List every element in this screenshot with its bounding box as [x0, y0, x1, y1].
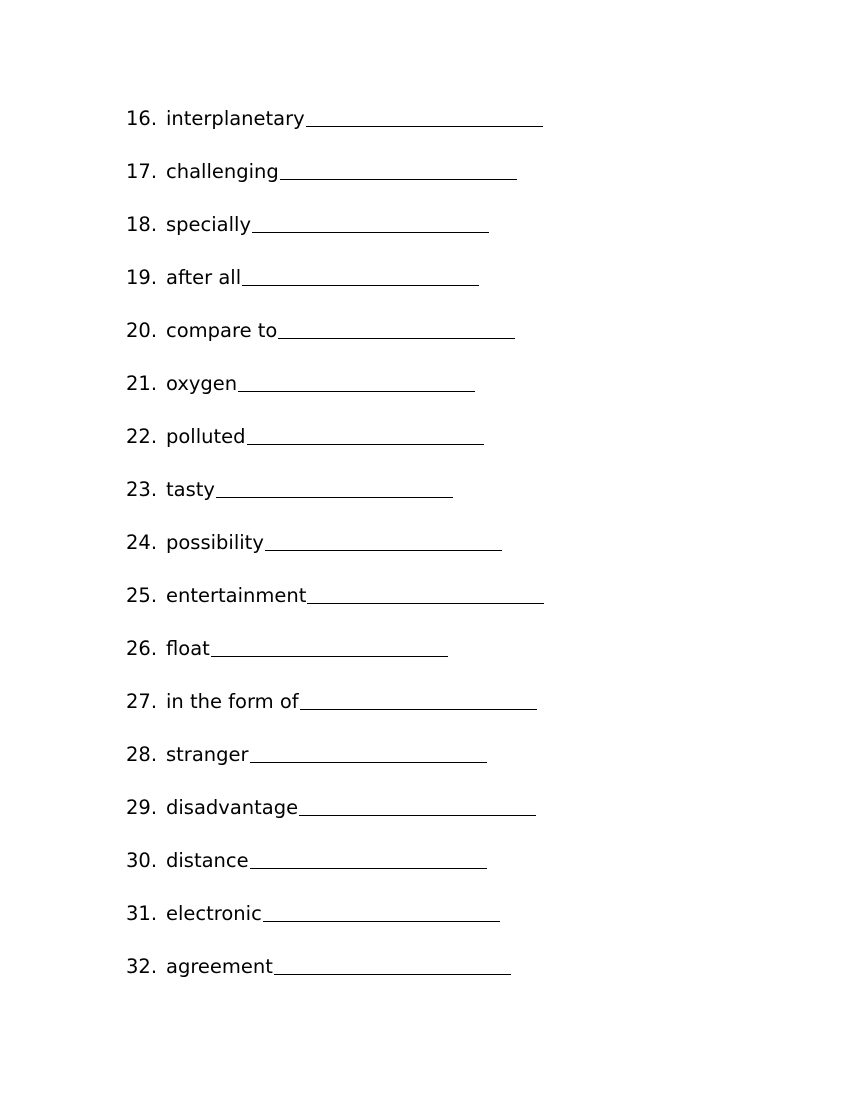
list-item [126, 687, 544, 740]
list-item [126, 475, 544, 528]
item-number: 22. [126, 425, 158, 448]
item-term: challenging [166, 160, 279, 183]
item-term: compare to [166, 319, 278, 342]
item-term: possibility [166, 531, 264, 554]
list-item [126, 528, 544, 581]
item-term: oxygen [166, 372, 238, 395]
item-number: 20. [126, 319, 158, 342]
item-term: agreement [166, 955, 273, 978]
item-term: specially [166, 213, 251, 236]
answer-blank[interactable] [263, 920, 500, 922]
answer-blank[interactable] [250, 761, 487, 763]
item-number: 27. [126, 690, 158, 713]
answer-blank[interactable] [252, 231, 489, 233]
item-number: 19. [126, 266, 158, 289]
list-item [126, 369, 544, 422]
item-term: tasty [166, 478, 215, 501]
item-number: 17. [126, 160, 158, 183]
item-number: 23. [126, 478, 158, 501]
item-number: 16. [126, 107, 158, 130]
item-number: 29. [126, 796, 158, 819]
answer-blank[interactable] [299, 814, 536, 816]
answer-blank[interactable] [265, 549, 502, 551]
answer-blank[interactable] [242, 284, 479, 286]
list-item [126, 104, 544, 157]
answer-blank[interactable] [280, 178, 517, 180]
list-item [126, 740, 544, 793]
item-number: 32. [126, 955, 158, 978]
list-item [126, 157, 544, 210]
list-item [126, 210, 544, 263]
answer-blank[interactable] [307, 602, 544, 604]
answer-blank[interactable] [247, 443, 484, 445]
item-term: entertainment [166, 584, 307, 607]
answer-blank[interactable] [274, 973, 511, 975]
list-item [126, 793, 544, 846]
item-term: in the form of [166, 690, 299, 713]
item-term: after all [166, 266, 242, 289]
item-term: distance [166, 849, 249, 872]
answer-blank[interactable] [250, 867, 487, 869]
item-term: electronic [166, 902, 262, 925]
list-item [126, 263, 544, 316]
list-item [126, 422, 544, 475]
list-item [126, 634, 544, 687]
list-item [126, 846, 544, 899]
list-item [126, 316, 544, 369]
item-number: 18. [126, 213, 158, 236]
item-term: stranger [166, 743, 249, 766]
vocabulary-list [126, 104, 544, 1005]
answer-blank[interactable] [300, 708, 537, 710]
item-term: interplanetary [166, 107, 305, 130]
answer-blank[interactable] [278, 337, 515, 339]
item-number: 25. [126, 584, 158, 607]
item-number: 31. [126, 902, 158, 925]
item-number: 21. [126, 372, 158, 395]
answer-blank[interactable] [238, 390, 475, 392]
item-number: 26. [126, 637, 158, 660]
item-number: 30. [126, 849, 158, 872]
list-item [126, 952, 544, 1005]
item-term: disadvantage [166, 796, 299, 819]
list-item [126, 899, 544, 952]
item-term: polluted [166, 425, 246, 448]
item-number: 28. [126, 743, 158, 766]
answer-blank[interactable] [211, 655, 448, 657]
answer-blank[interactable] [216, 496, 453, 498]
answer-blank[interactable] [306, 125, 543, 127]
item-number: 24. [126, 531, 158, 554]
item-term: float [166, 637, 210, 660]
list-item [126, 581, 544, 634]
